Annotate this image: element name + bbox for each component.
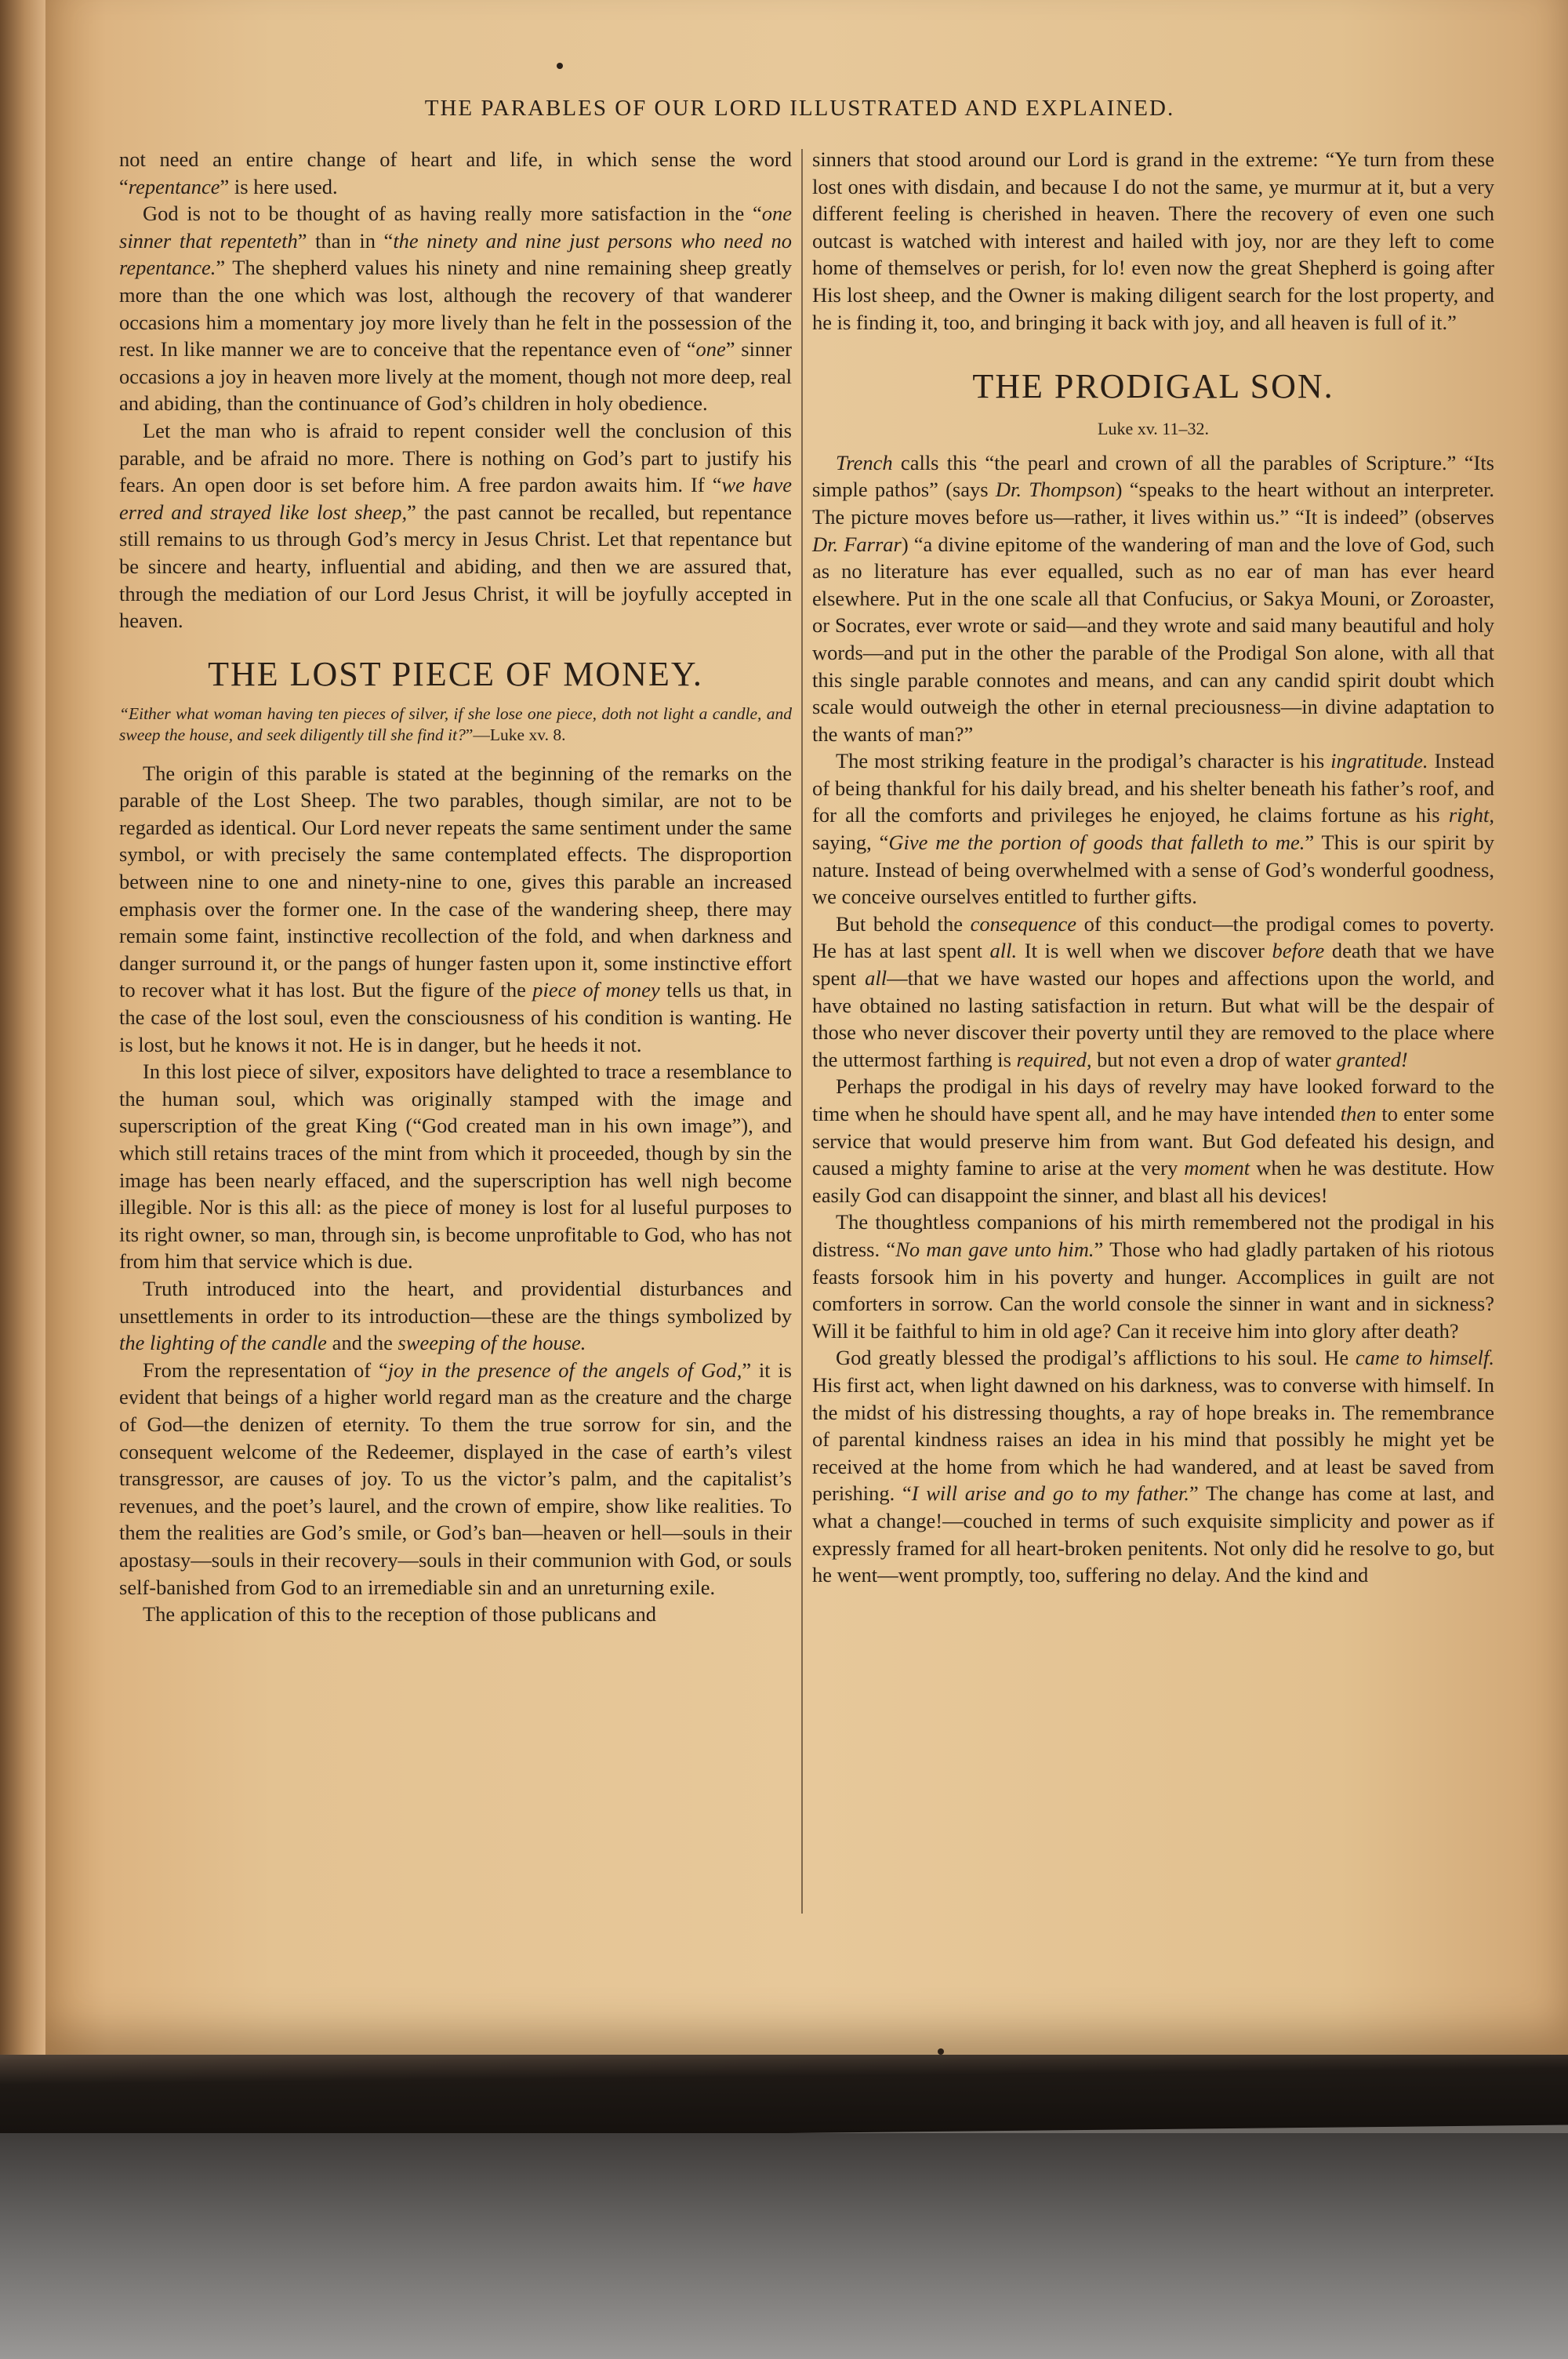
italic-text: Dr. Farrar bbox=[812, 532, 902, 556]
text-run: not need an entire change of heart and life, in which sense the word “ bbox=[119, 147, 792, 198]
italic-text: moment bbox=[1184, 1156, 1250, 1180]
text-run: It is well when we discover bbox=[1017, 939, 1272, 963]
paragraph bbox=[119, 1275, 792, 1357]
left-column bbox=[119, 146, 792, 1628]
text-run: when he was destitute. How easily God can disappoint the sinner, and blast all his devices! bbox=[812, 1156, 1494, 1207]
paragraph bbox=[812, 911, 1494, 1074]
text-run: ” This is our spirit by nature. Instead of being overwhelmed with a sense of God’s wonderful goodness, we conceive ourselves entitled to further gifts. bbox=[812, 831, 1494, 909]
text-run: —that we have wasted our hopes and affections upon the world, and have obtained no lasting satisfaction in return. But what will be the despair of those who never discover their poverty until they are removed to the place where the uttermost farthing is bbox=[812, 966, 1494, 1071]
text-run: ” Those who had gladly partaken of his riotous feasts forsook him in his poverty and hunger. Accomplices in guilt are not comforters in sorrow. Can the world console the sinner in want and in sickness? Will it be faithful to him in old age? Can it receive him into glory after death? bbox=[812, 1237, 1494, 1343]
italic-text: consequence bbox=[970, 911, 1077, 936]
italic-text: No man gave unto him. bbox=[895, 1237, 1094, 1261]
italic-text: right, bbox=[1448, 803, 1494, 827]
text-run: Instead of being thankful for his daily bread, and his shelter beneath his father’s roof, and for all the comforts and privileges he enjoyed, he claims fortune as his bbox=[812, 749, 1494, 827]
italic-text: I will arise and go to my father. bbox=[911, 1481, 1189, 1506]
paragraph bbox=[812, 747, 1494, 911]
italic-text: required, bbox=[1016, 1047, 1092, 1071]
text-run: God is not to be thought of as having really more satisfaction in the “ bbox=[143, 202, 762, 226]
paragraph bbox=[119, 1357, 792, 1601]
paragraph bbox=[812, 1073, 1494, 1209]
page-speck bbox=[938, 2048, 944, 2055]
text-run: Let the man who is afraid to repent consider well the conclusion of this parable, and be afraid no more. There is nothing on God’s part to justify his fears. An open door is set before him. A free pardon awaits him. If “ bbox=[119, 418, 792, 497]
italic-text: one sinner that repenteth bbox=[119, 202, 792, 253]
text-run: The most striking feature in the prodigal’s character is his bbox=[836, 749, 1331, 773]
paragraph bbox=[119, 417, 792, 634]
scripture-reference: Luke xv. 11–32. bbox=[1098, 419, 1209, 439]
text-run: ) “a divine epitome of the wandering of man and the love of God, such as no literature has ever equalled, such as no ear of man has ever heard elsewhere. Put in the one scale all that Confucius, or Sakya Mouni, or Zoroaster, or Socrates, ever wrote or said—and they wrote and said many beautiful and holy words—and put in the other the parable of the Prodigal Son alone, with all that this single parable connotes and means, and can any candid spirit doubt which scale would outweigh the other in eternal preciousness—in divine adaptation to the wants of man?” bbox=[812, 532, 1494, 746]
paragraph bbox=[119, 1058, 792, 1275]
text-run: But behold the bbox=[836, 911, 971, 936]
italic-text: one bbox=[695, 337, 726, 362]
text-run: In this lost piece of silver, expositors have delighted to trace a resemblance to the human soul, which was originally stamped with the image and superscription of the great King (“God created man in his own image”), and which still retains traces of the mint from which it proceeded, though by sin the image has been nearly effaced, and the superscription has well nigh become illegible. Nor is this all: as the piece of money is lost for al luseful purposes to its right owner, so man, through sin, is become unprofitable to God, who has not from him that service which is due. bbox=[119, 1060, 792, 1274]
italic-text: sweeping of the house. bbox=[397, 1331, 586, 1355]
text-run: sinners that stood around our Lord is grand in the extreme: “Ye turn from these lost ones with disdain, and because I do not the same, ye murmur at it, but a very different feeling is cherished in heaven. There the recovery of even one such outcast is watched with interest and hailed with joy, nor are they left to come home of themselves or perish, for lo! even now the great Shepherd is going after His lost sheep, and the Owner is making diligent search for the lost property, and he is finding it, too, and bringing it back with joy, and all heaven is full of it.” bbox=[812, 147, 1494, 334]
scripture-epigraph bbox=[119, 703, 792, 746]
italic-text: Give me the portion of goods that falleth to me. bbox=[888, 831, 1305, 855]
italic-text: joy in the presence of the angels of God, bbox=[387, 1358, 742, 1382]
text-run: but not even a drop of water bbox=[1091, 1047, 1337, 1071]
facing-page-edge bbox=[0, 0, 45, 2055]
table-surface bbox=[0, 2133, 1568, 2359]
text-run: ” The change has come at last, and what a change!—couched in terms of such exquisite simplicity and power as if expressly framed for all heart-broken penitents. Not only did he resolve to go, but he went—went promptly, too, suffering no delay. And the kind and bbox=[812, 1481, 1494, 1587]
paragraph bbox=[119, 760, 792, 1059]
text-run: calls this “the pearl and crown of all the parables of Scripture.” “Its simple pathos” (says bbox=[812, 450, 1494, 502]
italic-text: piece of money bbox=[532, 978, 660, 1002]
paragraph bbox=[812, 449, 1494, 748]
text-run: His first act, when light dawned on his darkness, was to converse with himself. In the midst of his distressing thoughts, a ray of hope breaks in. The remembrance of parental kindness raises an idea in his mind that possibly he might yet be received at the home from which he had wandered, and at least be saved from perishing. “ bbox=[812, 1372, 1494, 1506]
right-column bbox=[812, 146, 1494, 1589]
text-run: ” sinner occasions a joy in heaven more lively at the moment, though not more deep, real and abiding, than the continuance of God’s children in holy obedience. bbox=[119, 337, 792, 416]
text-run: of this conduct—the prodigal comes to poverty. He has at last spent bbox=[812, 911, 1494, 963]
page-speck bbox=[557, 63, 563, 69]
running-head: THE PARABLES OF OUR LORD ILLUSTRATED AND EXPLAINED. bbox=[424, 96, 1175, 121]
text-run: to enter some service that would preserve him from want. But God defeated his design, and caused a mighty famine to arise at the very bbox=[812, 1102, 1495, 1180]
italic-text: before bbox=[1272, 939, 1325, 963]
italic-text: ingratitude. bbox=[1330, 749, 1428, 773]
text-run: saying, “ bbox=[812, 831, 889, 855]
section-heading: THE LOST PIECE OF MONEY. bbox=[208, 654, 703, 693]
paragraph bbox=[119, 146, 792, 200]
italic-text: the ninety and nine just persons who need no repentance. bbox=[119, 228, 792, 280]
italic-text: the lighting of the candle bbox=[119, 1331, 327, 1355]
text-run: ) “speaks to the heart without an interpreter. The picture moves before us—rather, it lives within us.” “It is indeed” (observes bbox=[812, 478, 1495, 529]
text-run: The thoughtless companions of his mirth remembered not the prodigal in his distress. “ bbox=[812, 1210, 1494, 1261]
italic-text: we have erred and strayed like lost sheep, bbox=[119, 473, 792, 524]
text-run: Perhaps the prodigal in his days of revelry may have looked forward to the time when he should have spent all, and he may have intended bbox=[812, 1074, 1494, 1125]
text-run: God greatly blessed the prodigal’s afflictions to his soul. He bbox=[836, 1346, 1356, 1370]
text-run: death that we have spent bbox=[812, 939, 1494, 990]
italic-text: Dr. Thompson bbox=[995, 478, 1116, 502]
text-run: and the bbox=[326, 1331, 398, 1355]
italic-text: came to himself. bbox=[1355, 1346, 1495, 1370]
text-run: ” the past cannot be recalled, but repentance still remains to us through God’s mercy in Jesus Christ. Let that repentance but be sincere and hearty, influential and abiding, and then we are assured that, through the mediation of our Lord Jesus Christ, it will be joyfully accepted in heaven. bbox=[119, 500, 792, 633]
text-run: ” than in “ bbox=[297, 228, 394, 253]
text-run: The application of this to the reception of those publicans and bbox=[143, 1602, 656, 1627]
italic-text: repentance bbox=[128, 174, 220, 198]
italic-text: Trench bbox=[836, 450, 893, 474]
italic-text: “Either what woman having ten pieces of silver, if she lose one piece, doth not light a candle, and sweep the house, and seek diligently till she find it? bbox=[119, 703, 792, 744]
text-run: The origin of this parable is stated at the beginning of the remarks on the parable of the Lost Sheep. The two parables, though similar, are not to be regarded as identical. Our Lord never repeats the same sentiment under the same symbol, or with precisely the same contemplated effects. The disproportion between nine to one and ninety-nine to one, gives this parable an increased emphasis over the former one. In the case of the wandering sheep, there may remain some faint, instinctive recollection of the fold, and when darkness and danger surround it, or the pangs of hunger fasten upon it, some instinctive effort to recover what it has lost. But the figure of the bbox=[119, 761, 792, 1002]
paragraph bbox=[119, 1601, 792, 1628]
text-run: ” The shepherd values his ninety and nine remaining sheep greatly more than the one which was lost, although the recovery of that wanderer occasions him a momentary joy more lively than he felt in the possession of the rest. In like manner we are to conceive that the repentance even of “ bbox=[119, 256, 792, 362]
paragraph bbox=[812, 1209, 1494, 1344]
paragraph bbox=[812, 1344, 1494, 1588]
paragraph bbox=[812, 146, 1494, 336]
column-rule bbox=[801, 149, 803, 1914]
italic-text: all bbox=[865, 966, 887, 990]
text-run: Truth introduced into the heart, and providential disturbances and unsettlements in order to its introduction—these are the things symbolized by bbox=[119, 1276, 792, 1328]
text-run: tells us that, in the case of the lost soul, even the consciousness of his condition is wanting. He is lost, but he knows it not. He is in danger, but he heeds it not. bbox=[119, 978, 792, 1056]
italic-text: then bbox=[1340, 1102, 1377, 1125]
text-run: ” is here used. bbox=[220, 174, 338, 198]
text-run: ” it is evident that beings of a higher world regard man as the creature and the charge of God—the denizen of eternity. To them the true sorrow for sin, and the consequent welcome of the Redeemer, displayed in the case of earth’s vilest transgressor, are causes of joy. To us the victor’s palm, and the capitalist’s revenues, and the poet’s laurel, and the crown of empire, show like realities. To them the realities are God’s smile, or God’s ban—heaven or hell—souls in their apostasy—souls in their recovery—souls in their communion with God, or souls self-banished from God to an irremediable sin and an unreturning exile. bbox=[119, 1358, 792, 1599]
text-run: ”—Luke xv. 8. bbox=[465, 725, 566, 744]
italic-text: granted! bbox=[1336, 1047, 1408, 1071]
section-heading: THE PRODIGAL SON. bbox=[972, 367, 1334, 406]
paragraph bbox=[119, 200, 792, 417]
text-run: From the representation of “ bbox=[143, 1358, 388, 1382]
italic-text: all. bbox=[989, 939, 1018, 963]
